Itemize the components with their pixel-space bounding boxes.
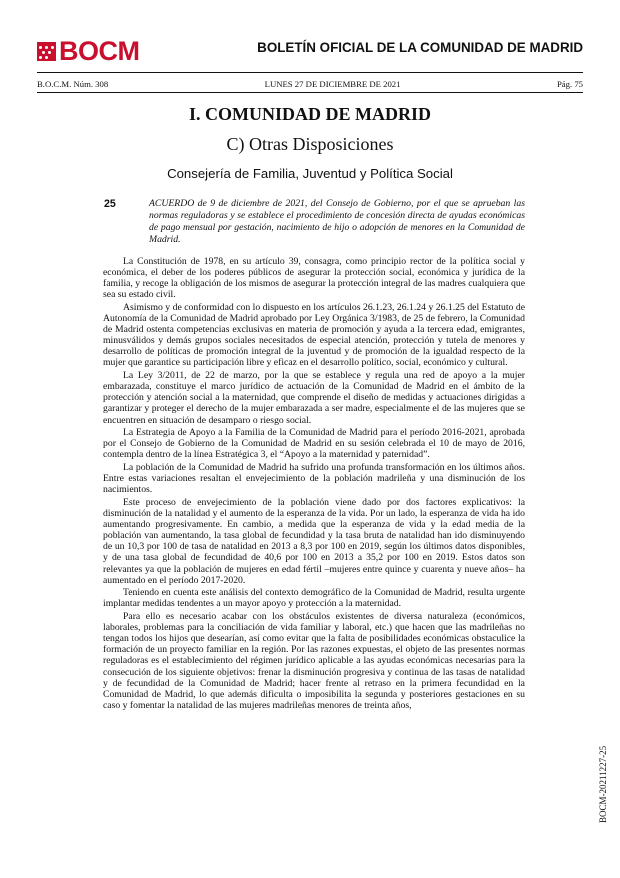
issue-date: LUNES 27 DE DICIEMBRE DE 2021 (264, 79, 401, 89)
page-number: Pág. 75 (556, 79, 583, 89)
subsection-title: C) Otras Disposiciones (226, 134, 394, 154)
body-paragraph: La Constitución de 1978, en su artículo 39, consagra, como principio rector de la política social y económica, el deber de los poderes públicos de asegurar la protección social, económica y jurídica de la familia, y recoge la obligación de los mismos de asegurar la protección integral de las madres cualquiera que sea su estado civil. (103, 256, 525, 301)
item-number: 25 (104, 198, 116, 210)
meta-rule (37, 92, 583, 93)
body-paragraph: Este proceso de envejecimiento de la población viene dado por dos factores explicativos: la disminución de la natalidad y el aumento de la esperanza de la vida. Por un lado, la esperanza de vida ha ido aumentando progresivamente. En cambio, a medida que la esperanza de vida y la edad media de la población van aumentando, la tasa global de fecundidad y la tasa bruta de natalidad han ido disminuyendo de un 10,3 por 100 de tasa de natalidad en 2013 a 8,3 por 100 en 2019, según los últimos datos disponibles, y de una tasa global de fecundidad de 40,6 por 100 en 2013 a 35,2 por 100 en 2019. Estos datos son relevantes ya que la población de mujeres en edad fértil –mujeres entre quince y cuarenta y nueve años– ha aumentado en el período 2017-2020. (103, 496, 525, 586)
article-body (103, 256, 525, 713)
item-summary: ACUERDO de 9 de diciembre de 2021, del Consejo de Gobierno, por el que se aprueban las normas reguladoras y se establece el procedimiento de concesión directa de ayudas económicas de pago mensual por gestación, nacimiento de hijo o adopción de menores en la Comunidad de Madrid. (149, 198, 525, 245)
issue-meta-row (37, 78, 583, 90)
bulletin-title: BOLETÍN OFICIAL DE LA COMUNIDAD DE MADRID (257, 40, 583, 55)
body-paragraph: La Estrategia de Apoyo a la Familia de la Comunidad de Madrid para el período 2016-2021, aprobada por el Consejo de Gobierno de la Comunidad de Madrid en su sesión celebrada el 10 de mayo de 2016, contempla dentro de la línea Estratégica 3, el “Apoyo a la maternidad y paternidad”. (103, 427, 525, 461)
section-title: I. COMUNIDAD DE MADRID (189, 104, 431, 124)
body-paragraph: La Ley 3/2011, de 22 de marzo, por la que se establece y regula una red de apoyo a la mujer embarazada, constituye el marco jurídico de actuación de la Comunidad de Madrid en el ámbito de la protección y atención social a la maternidad, que comprende el diseño de medidas y actuaciones dirigidas a garantizar y proteger el derecho de la mujer embarazada a ser madre, especialmente el de las mujeres que se encuentren en situación de desamparo o riesgo social. (103, 370, 525, 426)
logo-text: BOCM (59, 36, 140, 66)
body-paragraph: La población de la Comunidad de Madrid ha sufrido una profunda transformación en los últimos años. Entre estas variaciones resaltan el envejecimiento de la población madrileña y una disminución de los nacimientos. (103, 462, 525, 496)
header-rule (37, 72, 583, 73)
body-paragraph: Para ello es necesario acabar con los obstáculos existentes de diversa naturaleza (económicos, laborales, problemas para la conciliación de vida familiar y laboral, etc.) que hacen que las madrileñas no tengan todos los hijos que desearían, así como evitar que la falta de posibilidades económicas obstaculice la formación de un proyecto familiar en la región. Por las razones expuestas, el objeto de las presentes normas reguladoras es el establecimiento del régimen jurídico aplicable a las ayudas económicas necesarias para la consecución de los siguiente objetivos: frenar la disminución progresiva y continua de las tasas de natalidad y de fecundidad de la Comunidad de Madrid; hacer frente al retraso en la primera fecundidad en la Comunidad de Madrid, lo que además dificulta o imposibilita la segunda y posteriores gestaciones en su caso y fomentar la natalidad de las mujeres madrileñas menores de treinta años, (103, 611, 525, 711)
department-name: Consejería de Familia, Juventud y Política Social (167, 166, 453, 181)
bocm-logo (37, 36, 140, 66)
body-paragraph: Teniendo en cuenta este análisis del contexto demográfico de la Comunidad de Madrid, resulta urgente implantar medidas tendentes a un mayor apoyo y protección a la maternidad. (103, 587, 525, 610)
document-code: BOCM-20211227-25 (598, 745, 608, 823)
madrid-stars-icon (37, 42, 56, 61)
body-paragraph: Asimismo y de conformidad con lo dispuesto en los artículos 26.1.23, 26.1.24 y 26.1.25 del Estatuto de Autonomía de la Comunidad de Madrid aprobado por Ley Orgánica 3/1983, de 25 de febrero, la Comunidad de Madrid ostenta competencias exclusivas en materia de promoción y ayuda a la tercera edad, emigrantes, minusválidos y demás grupos sociales necesitados de especial atención, protección y tutela de menores y desarrollo de políticas de promoción integral de la juventud y de promoción de la igualdad respecto de la mujer que garantice su participación libre y eficaz en el desarrollo político, social, económico y cultural. (103, 301, 525, 369)
issue-number: B.O.C.M. Núm. 308 (37, 79, 109, 89)
